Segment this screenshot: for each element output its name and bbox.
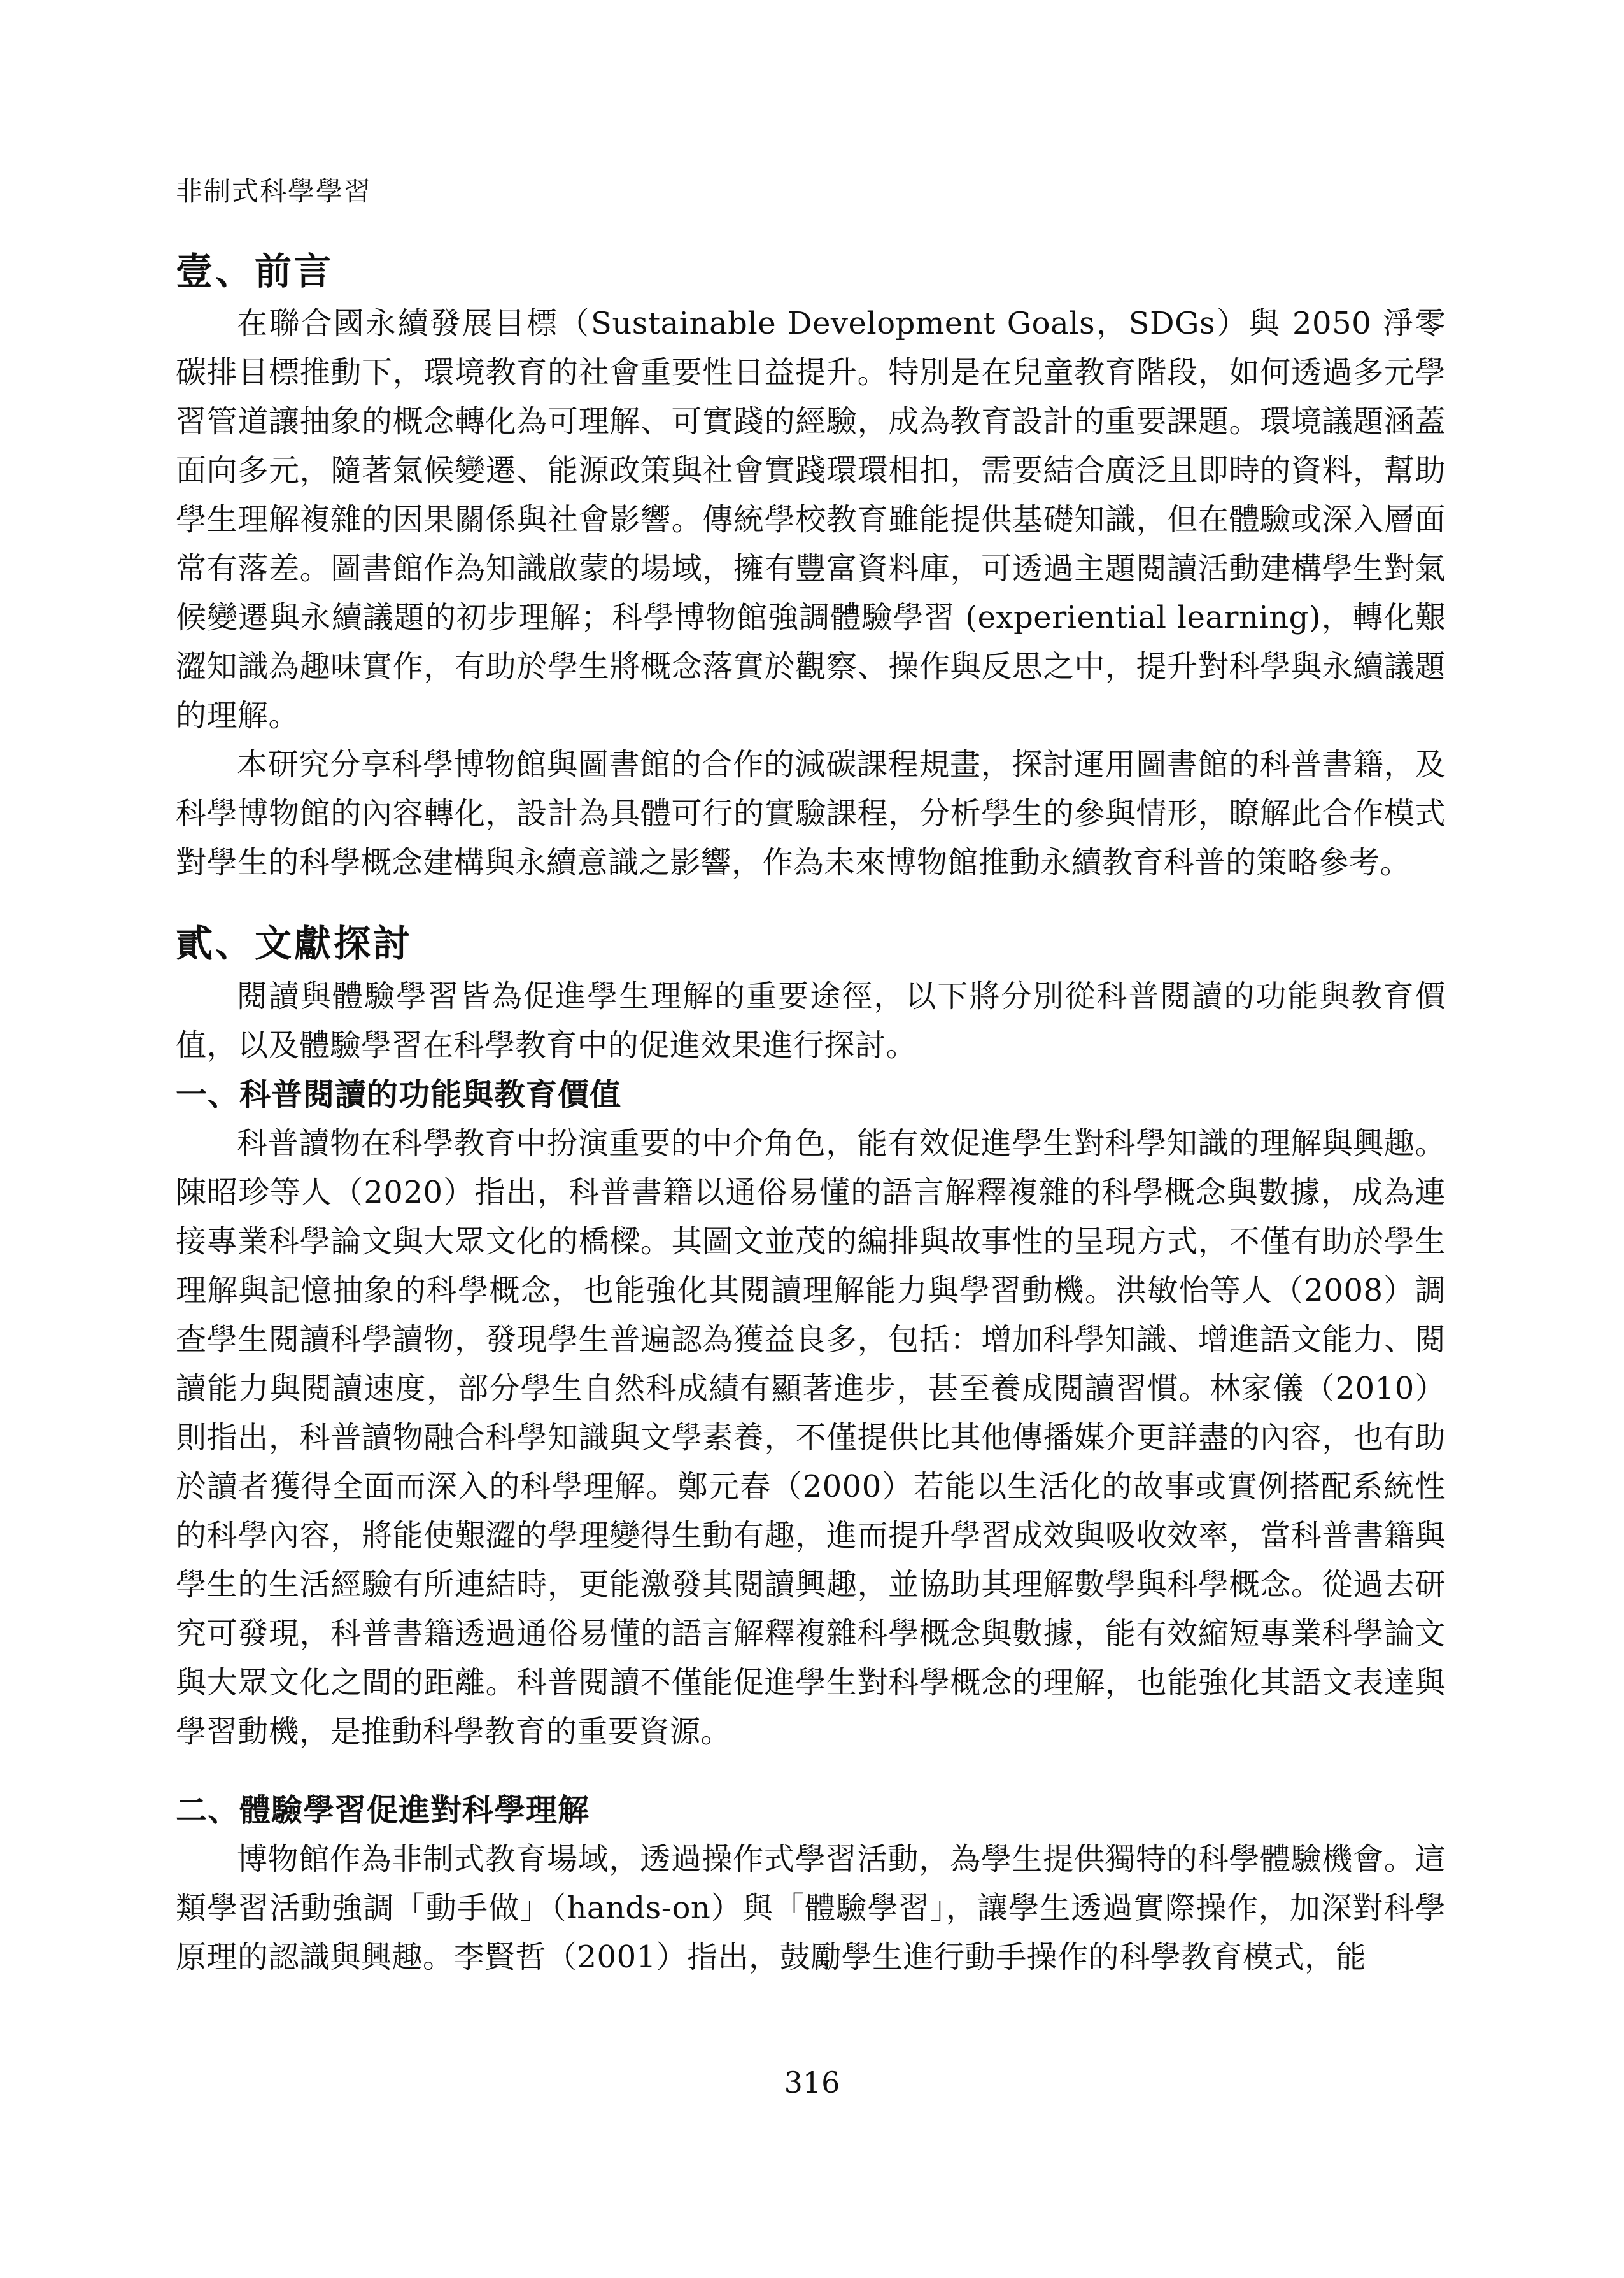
running-header: 非制式科學學習 bbox=[176, 176, 372, 207]
page-number: 316 bbox=[784, 2065, 840, 2100]
paragraph-intro-1: 在聯合國永續發展目標（Sustainable Development Goals，SDGs）與 2050 淨零碳排目標推動下，環境教育的社會重要性日益提升。特別是在兒童教育階段，如何透過多元學習管道讓抽象的概念轉化為可理解、可實踐的經驗，成為教育設計的重要課題。環境議題涵蓋面向多元，隨著氣候變遷、能源政策與社會實踐環環相扣，需要結合廣泛且即時的資料，幫助學生理解複雜的因果關係與社會影響。傳統學校教育雖能提供基礎知識，但在體驗或深入層面常有落差。圖書館作為知識啟蒙的場域，擁有豐富資料庫，可透過主題閱讀活動建構學生對氣候變遷與永續議題的初步理解；科學博物館強調體驗學習 (experiential learning)，轉化艱澀知識為趣味實作，有助於學生將概念落實於觀察、操作與反思之中，提升對科學與永續議題的理解。 bbox=[176, 306, 1446, 733]
section-heading-literature-review: 貳、文獻探討 bbox=[176, 922, 413, 965]
paragraph-literature-intro: 閱讀與體驗學習皆為促進學生理解的重要途徑，以下將分別從科普閱讀的功能與教育價值，以及體驗學習在科學教育中的促進效果進行探討。 bbox=[176, 979, 1446, 1063]
subsection-heading-experiential-learning: 二、體驗學習促進對科學理解 bbox=[176, 1792, 590, 1829]
paragraph-experiential-learning: 博物館作為非制式教育場域，透過操作式學習活動，為學生提供獨特的科學體驗機會。這類學習活動強調「動手做」（hands-on）與「體驗學習」，讓學生透過實際操作，加深對科學原理的認識與興趣。李賢哲（2001）指出，鼓勵學生進行動手操作的科學教育模式，能 bbox=[176, 1841, 1446, 1975]
subsection-heading-popular-science-reading: 一、科普閱讀的功能與教育價值 bbox=[176, 1076, 622, 1113]
paragraph-popular-science-reading: 科普讀物在科學教育中扮演重要的中介角色，能有效促進學生對科學知識的理解與興趣。陳昭珍等人（2020）指出，科普書籍以通俗易懂的語言解釋複雜的科學概念與數據，成為連接專業科學論文與大眾文化的橋樑。其圖文並茂的編排與故事性的呈現方式，不僅有助於學生理解與記憶抽象的科學概念，也能強化其閱讀理解能力與學習動機。洪敏怡等人（2008）調查學生閱讀科學讀物，發現學生普遍認為獲益良多，包括：增加科學知識、增進語文能力、閱讀能力與閱讀速度，部分學生自然科成績有顯著進步，甚至養成閱讀習慣。林家儀（2010）則指出，科普讀物融合科學知識與文學素養，不僅提供比其他傳播媒介更詳盡的內容，也有助於讀者獲得全面而深入的科學理解。鄭元春（2000）若能以生活化的故事或實例搭配系統性的科學內容，將能使艱澀的學理變得生動有趣，進而提升學習成效與吸收效率，當科普書籍與學生的生活經驗有所連結時，更能激發其閱讀興趣，並協助其理解數學與科學概念。從過去研究可發現，科普書籍透過通俗易懂的語言解釋複雜科學概念與數據，能有效縮短專業科學論文與大眾文化之間的距離。科普閱讀不僅能促進學生對科學概念的理解，也能強化其語文表達與學習動機，是推動科學教育的重要資源。 bbox=[176, 1126, 1446, 1750]
paragraph-intro-2: 本研究分享科學博物館與圖書館的合作的減碳課程規畫，探討運用圖書館的科普書籍，及科學博物館的內容轉化，設計為具體可行的實驗課程，分析學生的參與情形，瞭解此合作模式對學生的科學概念建構與永續意識之影響，作為未來博物館推動永續教育科普的策略參考。 bbox=[176, 747, 1446, 881]
section-heading-introduction: 壹、前言 bbox=[176, 250, 334, 293]
